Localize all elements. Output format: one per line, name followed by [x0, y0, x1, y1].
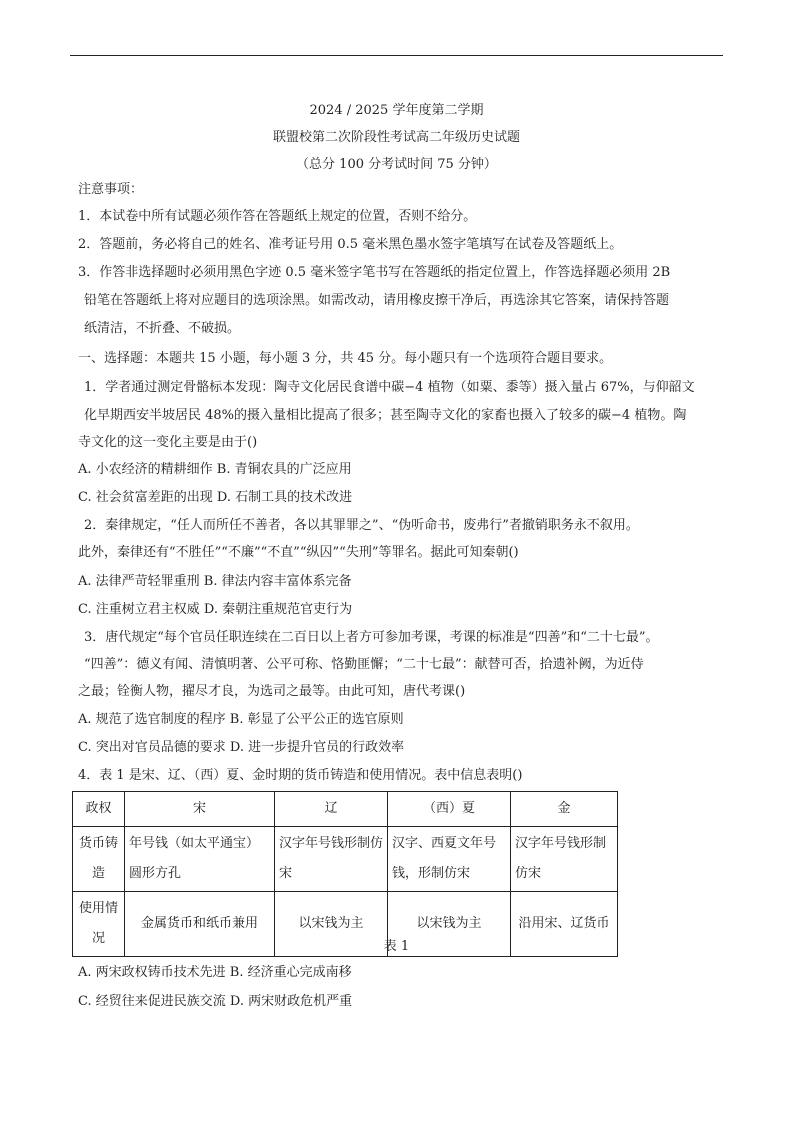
note-item: 3．作答非选择题时必须用黑色字迹 0.5 毫米签字笔书写在答题纸的指定位置上，作答选择题必须用 2B — [78, 265, 671, 280]
q3-line: “四善”：德义有闻、清慎明著、公平可称、恪勤匪懈；“二十七最”：献替可否，拾遗补阙，为近侍 — [84, 657, 644, 672]
section-heading: 一、选择题：本题共 15 小题，每小题 3 分，共 45 分。每小题只有一个选项符合题目要求。 — [78, 351, 613, 366]
top-rule — [70, 55, 723, 56]
table-cell: 使用情况 — [73, 892, 125, 957]
q3-line: 之最；铨衡人物，擢尽才良，为选司之最等。由此可知，唐代考课() — [78, 684, 466, 699]
table-caption: 表 1 — [383, 939, 410, 954]
q3-line: 3．唐代规定“每个官员任职连续在二百日以上者方可参加考课，考课的标准是“四善”和“二十七最”。 — [84, 630, 659, 645]
note-item: 铅笔在答题纸上将对应题目的选项涂黑。如需改动，请用橡皮擦干净后，再选涂其它答案，请保持答题 — [84, 293, 670, 308]
table-cell: 以宋钱为主 — [388, 892, 511, 957]
q1-line: 化早期西安半坡居民 48%的摄入量相比提高了很多；甚至陶寺文化的家畜也摄入了较多的碳−4 植物。陶 — [84, 408, 687, 423]
q1-line: 1．学者通过测定骨骼标本发现：陶寺文化居民食谱中碳−4 植物（如粟、黍等）摄入量占 67%，与仰韶文 — [84, 380, 695, 395]
table-row — [73, 827, 618, 892]
table-header: 辽 — [275, 792, 388, 827]
table-header: 宋 — [125, 792, 275, 827]
table-cell: 汉字年号钱形制仿宋 — [511, 827, 618, 892]
q4-option-ab: A. 两宋政权铸币技术先进 B. 经济重心完成南移 — [78, 965, 352, 980]
note-item: 1．本试卷中所有试题必须作答在答题纸上规定的位置，否则不给分。 — [78, 209, 477, 224]
q3-option-cd: C. 突出对官员品德的要求 D. 进一步提升官员的行政效率 — [78, 740, 405, 755]
q2-line: 2．秦律规定，“任人而所任不善者，各以其罪罪之”、“伪听命书，废弗行”者撤销职务永不叙用。 — [84, 518, 639, 533]
currency-table — [72, 791, 618, 957]
notes-heading: 注意事项： — [78, 182, 144, 197]
q3-option-ab: A. 规范了选官制度的程序 B. 彰显了公平公正的选官原则 — [78, 712, 404, 727]
table-cell: 沿用宋、辽货币 — [511, 892, 618, 957]
table-cell: 汉字年号钱形制仿宋 — [275, 827, 388, 892]
note-item: 2．答题前，务必将自己的姓名、准考证号用 0.5 毫米黑色墨水签字笔填写在试卷及答题纸上。 — [78, 237, 623, 252]
table-header-row — [73, 792, 618, 827]
table-cell: 货币铸造 — [73, 827, 125, 892]
table-header: （西）夏 — [388, 792, 511, 827]
table-cell: 金属货币和纸币兼用 — [125, 892, 275, 957]
table-cell: 年号钱（如太平通宝）圆形方孔 — [125, 827, 275, 892]
year-line: 2024 / 2025 学年度第二学期 — [309, 103, 484, 118]
q2-option-ab: A. 法律严苛轻罪重刑 B. 律法内容丰富体系完备 — [78, 574, 352, 589]
q1-line: 寺文化的这一变化主要是由于() — [78, 435, 258, 450]
q4-line: 4．表 1 是宋、辽、（西）夏、金时期的货币铸造和使用情况。表中信息表明() — [78, 768, 523, 783]
table-header: 政权 — [73, 792, 125, 827]
note-item: 纸清洁，不折叠、不破损。 — [84, 321, 241, 336]
q2-line: 此外，秦律还有“不胜任”“不廉”“不直”“纵囚”“失刑”等罪名。据此可知秦朝() — [78, 545, 519, 560]
table-cell: 以宋钱为主 — [275, 892, 388, 957]
q1-option-ab: A. 小农经济的精耕细作 B. 青铜农具的广泛应用 — [78, 462, 352, 477]
table-cell: 汉字、西夏文年号钱，形制仿宋 — [388, 827, 511, 892]
exam-title: 联盟校第二次阶段性考试高二年级历史试题 — [272, 130, 520, 145]
q1-option-cd: C. 社会贫富差距的出现 D. 石制工具的技术改进 — [78, 490, 353, 505]
table-header: 金 — [511, 792, 618, 827]
q2-option-cd: C. 注重树立君主权威 D. 秦朝注重规范官吏行为 — [78, 602, 353, 617]
q4-option-cd: C. 经贸往来促进民族交流 D. 两宋财政危机严重 — [78, 994, 353, 1009]
exam-subtitle: （总分 100 分考试时间 75 分钟） — [296, 157, 497, 172]
